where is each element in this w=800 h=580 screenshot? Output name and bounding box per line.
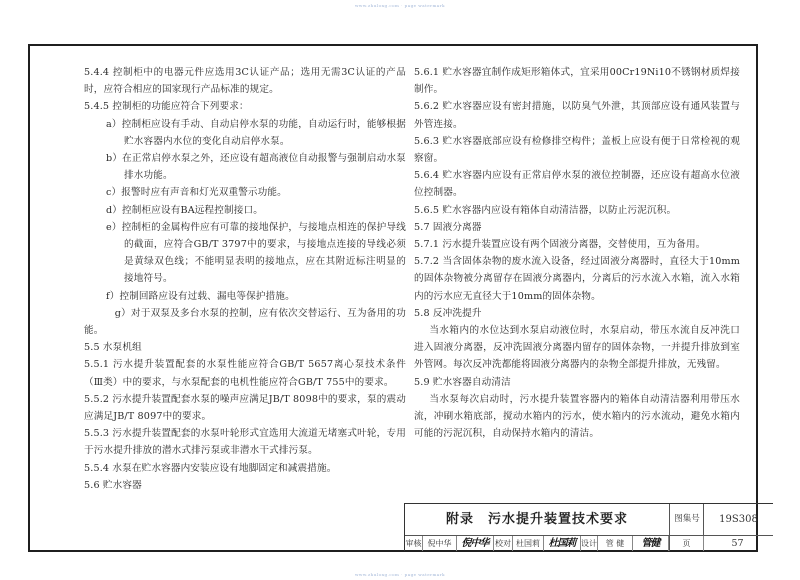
atlas-number: 19S308 xyxy=(703,504,773,535)
clause-paragraph: 5.9 贮水容器自动清洁 xyxy=(414,376,511,388)
list-item: c）报警时应有声音和灯光双重警示功能。 xyxy=(106,187,287,199)
clause-paragraph: 5.6 贮水容器 xyxy=(84,479,142,491)
clause-paragraph: 5.6.1 贮水容器宜制作成矩形箱体式，宜采用00Cr19Ni10不锈钢材质焊接制作。 xyxy=(414,67,740,96)
checker-signature: 杜国莉 xyxy=(544,536,581,551)
clause-paragraph: 5.4.5 控制柜的功能应符合下列要求： xyxy=(84,101,249,113)
clause-paragraph: 5.5 水泵机组 xyxy=(84,342,142,354)
clause-paragraph: 5.6.3 贮水容器底部应设有检修排空构件；盖板上应设有便于日常检视的观察窗。 xyxy=(414,135,740,165)
clause-paragraph: 5.5.3 污水提升装置配套的水泵叶轮形式宜选用大流道无堵塞式叶轮，专用于污水提升排放的潜水式排污泵或非潜水干式排污泵。 xyxy=(84,428,406,457)
clause-paragraph: 5.7.2 当含固体杂物的废水流入设备，经过固液分离器时，直径大于10mm的固体杂物被分离留存在固液分离器内，分离后的污水流入水箱，流入水箱内的污水应无直径大于10mm的固体杂物。 xyxy=(414,256,740,302)
title-row xyxy=(405,504,773,536)
top-watermark: www.zhulong.com · page watermark xyxy=(354,3,446,8)
reviewer-name: 倪中华 xyxy=(423,536,457,551)
drawing-title: 附录 污水提升装置技术要求 xyxy=(445,512,628,527)
right-column xyxy=(414,64,740,442)
clause-paragraph: 5.5.4 水泵在贮水容器内安装应设有地脚固定和减震措施。 xyxy=(84,462,337,474)
atlas-number-label: 图集号 xyxy=(669,504,704,535)
page-label: 页 xyxy=(669,536,704,551)
list-item: g）对于双泵及多台水泵的控制，应有依次交替运行、互为备用的功能。 xyxy=(84,307,406,337)
left-column xyxy=(84,64,406,494)
body-paragraph: 当水泵每次启动时，污水提升装置容器内的箱体自动清洁器利用带压水流，冲刷水箱底部，搅动水箱内的污水，使水箱内的污水流动，避免水箱内可能的污泥沉积，自动保持水箱内的清洁。 xyxy=(414,393,740,440)
signature-row xyxy=(405,536,773,551)
clause-paragraph: 5.6.2 贮水容器应设有密封措施，以防臭气外泄，其顶部应设有通风装置与外管连接。 xyxy=(414,101,740,130)
reviewer-signature: 倪中华 xyxy=(457,536,494,551)
clause-paragraph: 5.4.4 控制柜中的电器元件应选用3C认证产品；选用无需3C认证的产品时，应符合相应的国家现行产品标准的规定。 xyxy=(84,67,406,96)
list-item: d）控制柜应设有BA远程控制接口。 xyxy=(106,204,263,216)
clause-paragraph: 5.6.5 贮水容器内应设有箱体自动清洁器，以防止污泥沉积。 xyxy=(414,204,677,216)
clause-paragraph: 5.5.1 污水提升装置配套的水泵性能应符合GB/T 5657离心泵技术条件（Ⅲ类）中的要求，与水泵配套的电机性能应符合GB/T 755中的要求。 xyxy=(84,359,406,388)
review-label: 审核 xyxy=(405,536,423,551)
checker-name: 杜国莉 xyxy=(513,536,544,551)
designer-name: 管 健 xyxy=(598,536,633,551)
clause-paragraph: 5.8 反冲洗提升 xyxy=(414,307,482,319)
clause-paragraph: 5.5.2 污水提升装置配套水泵的噪声应满足JB/T 8098中的要求，泵的震动应满足JB/T 8097中的要求。 xyxy=(84,393,406,423)
bottom-watermark: www.zhulong.com · page watermark xyxy=(354,572,446,577)
list-item: e）控制柜的金属构件应有可靠的接地保护，与接地点相连的保护导线的截面，应符合GB/T 3797中的要求，与接地点连接的导线必须是黄绿双色线；不能明显表明的接地点，应在其附近标注明显的接地符号。 xyxy=(106,221,406,285)
page-number: 57 xyxy=(731,538,744,549)
title-block xyxy=(404,503,773,551)
body-paragraph: 当水箱内的水位达到水泵启动液位时，水泵启动，带压水流自反冲洗口进入固液分离器，反冲洗固液分离器内留存的固体杂物，一并提升排放到室外管网。每次反冲洗都能将固液分离器内的杂物全部提升排放，无残留。 xyxy=(414,325,740,371)
clause-paragraph: 5.7.1 污水提升装置应设有两个固液分离器，交替使用，互为备用。 xyxy=(414,239,706,251)
list-item: a）控制柜应设有手动、自动启停水泵的功能，自动运行时，能够根据贮水容器内水位的变化自动启停水泵。 xyxy=(106,118,406,147)
check-label: 校对 xyxy=(494,536,513,551)
list-item: f）控制回路应设有过载、漏电等保护措施。 xyxy=(106,290,295,302)
list-item: b）在正常启停水泵之外，还应设有超高液位自动报警与强制启动水泵排水功能。 xyxy=(106,153,406,182)
designer-signature: 管健 xyxy=(633,536,669,551)
clause-paragraph: 5.6.4 贮水容器内应设有正常启停水泵的液位控制器，还应设有超高水位液位控制器。 xyxy=(414,170,740,199)
clause-paragraph: 5.7 固液分离器 xyxy=(414,221,482,233)
design-label: 设计 xyxy=(581,536,598,551)
